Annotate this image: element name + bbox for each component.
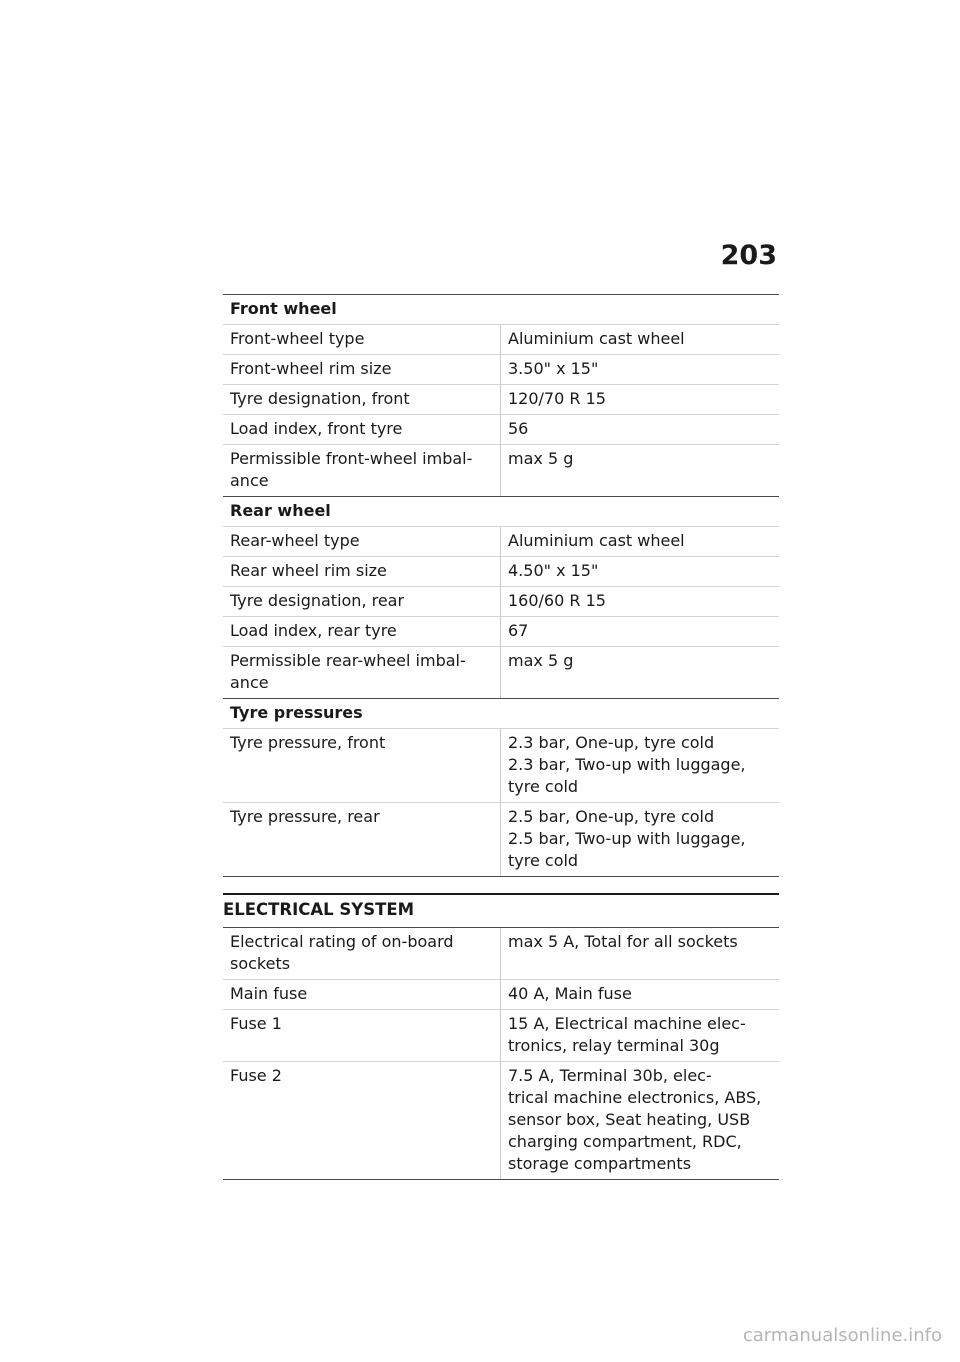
spec-value-line: 40 A, Main fuse — [508, 984, 632, 1003]
spec-value-line: max 5 g — [508, 651, 574, 670]
page-number: 203 — [720, 240, 777, 271]
spec-row — [223, 557, 779, 587]
spec-value — [501, 385, 780, 415]
spec-value — [501, 803, 780, 877]
spec-label: Fuse 2 — [223, 1062, 501, 1180]
spec-content — [223, 294, 779, 1180]
spec-row — [223, 325, 779, 355]
spec-row — [223, 729, 779, 803]
spec-label: Front-wheel type — [223, 325, 501, 355]
spec-label: Tyre pressure, front — [223, 729, 501, 803]
spec-label: Fuse 1 — [223, 1010, 501, 1062]
section-heading: Rear wheel — [223, 497, 779, 527]
electrical-system-heading: ELECTRICAL SYSTEM — [223, 893, 779, 928]
spec-row — [223, 587, 779, 617]
spec-label: Rear-wheel type — [223, 527, 501, 557]
spec-value-line: 2.3 bar, One-up, tyre cold — [508, 733, 715, 752]
spec-row — [223, 385, 779, 415]
spec-value — [501, 1062, 780, 1180]
watermark: carmanualsonline.info — [742, 1325, 942, 1346]
spec-label: Load index, front tyre — [223, 415, 501, 445]
spec-value — [501, 557, 780, 587]
spec-value — [501, 445, 780, 497]
spec-value — [501, 1010, 780, 1062]
spec-row — [223, 355, 779, 385]
section-heading: Tyre pressures — [223, 699, 779, 729]
spec-value-line: 7.5 A, Terminal 30b, elec- trical machine electronics, ABS, sensor box, Seat heating, USB charging compartment, RDC, storage compartments — [508, 1066, 762, 1173]
spec-value — [501, 729, 780, 803]
spec-label: Tyre designation, rear — [223, 587, 501, 617]
spec-value — [501, 647, 780, 699]
spec-label: Front-wheel rim size — [223, 355, 501, 385]
spec-row — [223, 1062, 779, 1180]
electrical-table — [223, 928, 779, 1180]
spec-row — [223, 980, 779, 1010]
spec-value — [501, 928, 780, 980]
spec-value-line: 4.50" x 15" — [508, 561, 599, 580]
spec-label: Permissible front-wheel imbal- ance — [223, 445, 501, 497]
spec-label: Tyre designation, front — [223, 385, 501, 415]
wheels-table — [223, 294, 779, 877]
spec-row — [223, 928, 779, 980]
section-heading: Front wheel — [223, 295, 779, 325]
spec-value-line: 67 — [508, 621, 529, 640]
spec-value — [501, 617, 780, 647]
spec-value-line: 2.5 bar, Two-up with luggage, tyre cold — [508, 829, 746, 870]
spec-label: Rear wheel rim size — [223, 557, 501, 587]
spec-label: Main fuse — [223, 980, 501, 1010]
section-heading-row — [223, 497, 779, 527]
spec-value-line: max 5 A, Total for all sockets — [508, 932, 738, 951]
spec-row — [223, 445, 779, 497]
spec-label: Electrical rating of on-board sockets — [223, 928, 501, 980]
spec-row — [223, 527, 779, 557]
spec-row — [223, 803, 779, 877]
spec-value — [501, 355, 780, 385]
spec-value — [501, 527, 780, 557]
spec-value-line: Aluminium cast wheel — [508, 531, 685, 550]
spec-value — [501, 980, 780, 1010]
spec-value-line: 56 — [508, 419, 529, 438]
spec-row — [223, 415, 779, 445]
spec-value-line: 3.50" x 15" — [508, 359, 599, 378]
spec-value — [501, 587, 780, 617]
spec-row — [223, 647, 779, 699]
spec-value-line: 160/60 R 15 — [508, 591, 606, 610]
section-heading-row — [223, 699, 779, 729]
section-heading-row — [223, 295, 779, 325]
spec-value — [501, 415, 780, 445]
spec-value-line: 120/70 R 15 — [508, 389, 606, 408]
spec-label: Load index, rear tyre — [223, 617, 501, 647]
spec-value-line: max 5 g — [508, 449, 574, 468]
spec-value-line: 2.3 bar, Two-up with luggage, tyre cold — [508, 755, 746, 796]
spec-value-line: 15 A, Electrical machine elec- tronics, relay terminal 30g — [508, 1014, 746, 1055]
spec-row — [223, 617, 779, 647]
spec-label: Permissible rear-wheel imbal- ance — [223, 647, 501, 699]
spec-value — [501, 325, 780, 355]
spec-label: Tyre pressure, rear — [223, 803, 501, 877]
spec-value-line: 2.5 bar, One-up, tyre cold — [508, 807, 715, 826]
spec-value-line: Aluminium cast wheel — [508, 329, 685, 348]
spec-row — [223, 1010, 779, 1062]
